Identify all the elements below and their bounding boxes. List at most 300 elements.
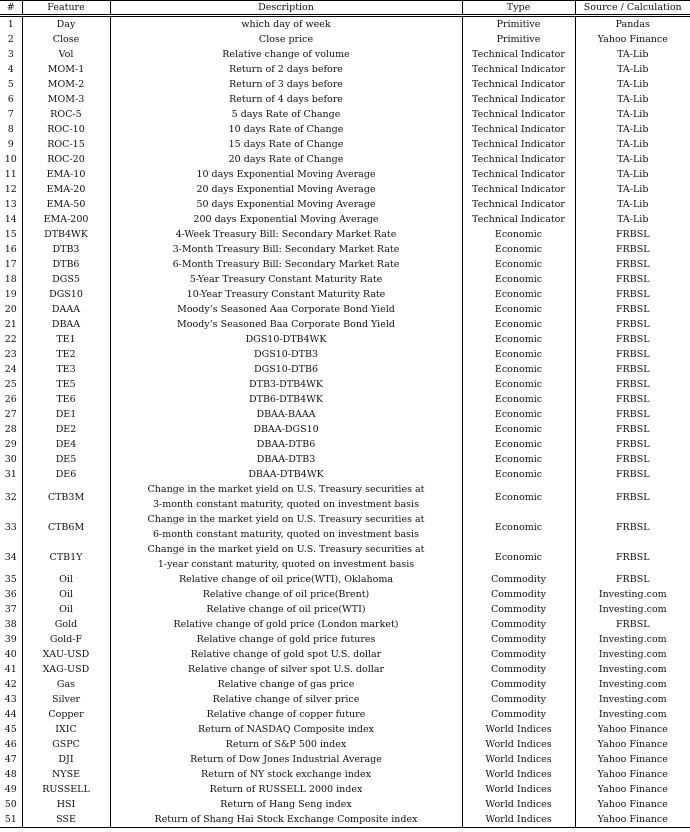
row-index: 9 [7, 139, 14, 150]
row-description: Return of RUSSELL 2000 index [110, 782, 462, 797]
description-line: Change in the market yield on U.S. Treasury securities at [147, 544, 425, 555]
header-row [0, 1, 690, 16]
row-index: 14 [4, 214, 17, 225]
row-feature: TE6 [22, 392, 110, 407]
row-source: TA-Lib [575, 107, 690, 122]
table-row [0, 212, 690, 227]
row-source: FRBSL [575, 242, 690, 257]
table-row [0, 92, 690, 107]
table-row [0, 197, 690, 212]
row-source: TA-Lib [575, 92, 690, 107]
table-row [0, 347, 690, 362]
row-source: Investing.com [575, 632, 690, 647]
row-description: 10 days Exponential Moving Average [110, 167, 462, 182]
row-type: Economic [462, 392, 575, 407]
table-row [0, 272, 690, 287]
row-type: Technical Indicator [462, 152, 575, 167]
row-description: DTB6-DTB4WK [110, 392, 462, 407]
description-line: Change in the market yield on U.S. Treasury securities at [147, 514, 425, 525]
row-feature: TE2 [22, 347, 110, 362]
row-index: 32 [4, 491, 17, 503]
row-description [110, 482, 462, 512]
row-feature: NYSE [22, 767, 110, 782]
row-feature: CTB6M [22, 512, 110, 542]
row-source: TA-Lib [575, 167, 690, 182]
row-type: Technical Indicator [462, 182, 575, 197]
row-feature: CTB1Y [22, 542, 110, 572]
table-row [0, 587, 690, 602]
row-type: World Indices [462, 797, 575, 812]
row-feature: TE1 [22, 332, 110, 347]
row-type: Commodity [462, 587, 575, 602]
row-description: Return of 3 days before [110, 77, 462, 92]
row-description: 4-Week Treasury Bill: Secondary Market Rate [110, 227, 462, 242]
table-row [0, 287, 690, 302]
row-index: 35 [4, 574, 17, 585]
row-index: 33 [4, 521, 17, 533]
table-row [0, 122, 690, 137]
row-index: 10 [4, 154, 17, 165]
row-source: Investing.com [575, 602, 690, 617]
row-feature: Copper [22, 707, 110, 722]
row-description: 10 days Rate of Change [110, 122, 462, 137]
row-description: Return of 4 days before [110, 92, 462, 107]
row-index: 49 [4, 784, 17, 795]
row-type: Economic [462, 362, 575, 377]
row-feature: MOM-2 [22, 77, 110, 92]
row-description: Return of Shang Hai Stock Exchange Composite index [110, 812, 462, 828]
row-description: Return of 2 days before [110, 62, 462, 77]
table-row [0, 62, 690, 77]
row-type: World Indices [462, 782, 575, 797]
table-row [0, 512, 690, 542]
row-description: Relative change of copper future [110, 707, 462, 722]
row-source: FRBSL [575, 467, 690, 482]
table-row [0, 257, 690, 272]
row-type: Technical Indicator [462, 197, 575, 212]
row-type: World Indices [462, 752, 575, 767]
row-source: Investing.com [575, 677, 690, 692]
row-index: 19 [4, 289, 17, 300]
row-source: Yahoo Finance [575, 752, 690, 767]
row-type: World Indices [462, 722, 575, 737]
row-type: Technical Indicator [462, 107, 575, 122]
table-row [0, 77, 690, 92]
row-index: 24 [4, 364, 17, 375]
row-index: 51 [0, 812, 22, 828]
table-row [0, 542, 690, 572]
row-type: Technical Indicator [462, 122, 575, 137]
row-description: Relative change of volume [110, 47, 462, 62]
row-type: Economic [462, 482, 575, 512]
row-index: 6 [7, 94, 14, 105]
row-type: Commodity [462, 632, 575, 647]
header-description: Description [110, 1, 462, 16]
row-description: Moody’s Seasoned Baa Corporate Bond Yield [110, 317, 462, 332]
row-index: 18 [4, 274, 17, 285]
table-row [0, 332, 690, 347]
row-description: DBAA-DTB6 [110, 437, 462, 452]
table-row [0, 737, 690, 752]
row-feature: TE5 [22, 377, 110, 392]
table-row [0, 752, 690, 767]
row-type: Commodity [462, 617, 575, 632]
row-index: 30 [4, 454, 17, 465]
row-source: TA-Lib [575, 47, 690, 62]
row-description: 20 days Exponential Moving Average [110, 182, 462, 197]
row-type: Economic [462, 467, 575, 482]
row-feature: DGS10 [22, 287, 110, 302]
row-source: Investing.com [575, 692, 690, 707]
row-type: Technical Indicator [462, 77, 575, 92]
row-index: 11 [4, 169, 17, 180]
row-description: DBAA-BAAA [110, 407, 462, 422]
row-type: Economic [462, 317, 575, 332]
row-index: 23 [4, 349, 17, 360]
row-type: Primitive [462, 32, 575, 47]
row-feature: DAAA [22, 302, 110, 317]
table-row [0, 722, 690, 737]
description-line: Change in the market yield on U.S. Treasury securities at [147, 484, 425, 495]
row-feature: XAG-USD [22, 662, 110, 677]
row-source: Yahoo Finance [575, 797, 690, 812]
row-description: Relative change of gold price (London market) [110, 617, 462, 632]
row-source: Investing.com [575, 662, 690, 677]
row-description: 10-Year Treasury Constant Maturity Rate [110, 287, 462, 302]
table-row [0, 407, 690, 422]
row-description: DGS10-DTB6 [110, 362, 462, 377]
table-row [0, 467, 690, 482]
row-type: Commodity [462, 647, 575, 662]
row-source: TA-Lib [575, 152, 690, 167]
table-row [0, 137, 690, 152]
row-source: FRBSL [575, 572, 690, 587]
row-source: Investing.com [575, 707, 690, 722]
description-line: 6-month constant maturity, quoted on investment basis [153, 529, 419, 540]
row-feature: SSE [22, 812, 110, 828]
table-row [0, 437, 690, 452]
row-description: Relative change of oil price(WTI) [110, 602, 462, 617]
row-index: 29 [4, 439, 17, 450]
row-type: Technical Indicator [462, 92, 575, 107]
row-source: TA-Lib [575, 197, 690, 212]
row-index: 21 [4, 319, 17, 330]
header-feature: Feature [22, 1, 110, 16]
row-feature: EMA-200 [22, 212, 110, 227]
table-row [0, 662, 690, 677]
row-description: Return of Dow Jones Industrial Average [110, 752, 462, 767]
row-index: 37 [4, 604, 17, 615]
row-feature: DE4 [22, 437, 110, 452]
row-feature: DBAA [22, 317, 110, 332]
row-source: FRBSL [575, 512, 690, 542]
row-feature: MOM-1 [22, 62, 110, 77]
row-index: 36 [4, 589, 17, 600]
row-description: Relative change of gas price [110, 677, 462, 692]
row-type: World Indices [462, 812, 575, 828]
row-source: FRBSL [575, 287, 690, 302]
row-feature: DE5 [22, 452, 110, 467]
row-feature: ROC-10 [22, 122, 110, 137]
row-description: Return of S&P 500 index [110, 737, 462, 752]
row-description: 5 days Rate of Change [110, 107, 462, 122]
row-source: FRBSL [575, 377, 690, 392]
row-feature: ROC-15 [22, 137, 110, 152]
table-row [0, 572, 690, 587]
row-description: Return of NASDAQ Composite index [110, 722, 462, 737]
row-type: Commodity [462, 662, 575, 677]
row-type: Economic [462, 287, 575, 302]
row-index: 43 [4, 694, 17, 705]
row-feature: ROC-20 [22, 152, 110, 167]
row-index: 20 [4, 304, 17, 315]
row-index: 1 [7, 19, 14, 30]
row-type: Technical Indicator [462, 167, 575, 182]
row-source: FRBSL [575, 482, 690, 512]
row-description: DGS10-DTB4WK [110, 332, 462, 347]
row-description: Moody’s Seasoned Aaa Corporate Bond Yield [110, 302, 462, 317]
table-row [0, 632, 690, 647]
row-description: 20 days Rate of Change [110, 152, 462, 167]
row-index: 17 [4, 259, 17, 270]
row-feature: DTB6 [22, 257, 110, 272]
row-feature: DE1 [22, 407, 110, 422]
row-type: Technical Indicator [462, 212, 575, 227]
row-description: 15 days Rate of Change [110, 137, 462, 152]
row-description: Close price [110, 32, 462, 47]
row-source: Pandas [575, 16, 690, 33]
row-index: 5 [7, 79, 14, 90]
table-row [0, 16, 690, 33]
row-index: 15 [4, 229, 17, 240]
description-line: 3-month constant maturity, quoted on investment basis [153, 499, 419, 510]
table-row [0, 32, 690, 47]
row-index: 46 [4, 739, 17, 750]
row-description: Relative change of gold price futures [110, 632, 462, 647]
row-index: 38 [4, 619, 17, 630]
table-row [0, 782, 690, 797]
row-description: DBAA-DGS10 [110, 422, 462, 437]
row-source: FRBSL [575, 332, 690, 347]
row-index: 45 [4, 724, 17, 735]
table-row [0, 452, 690, 467]
row-feature: DE6 [22, 467, 110, 482]
header-type: Type [462, 1, 575, 16]
row-description [110, 542, 462, 572]
row-source: TA-Lib [575, 212, 690, 227]
table-row [0, 482, 690, 512]
table-row [0, 647, 690, 662]
row-description: DBAA-DTB3 [110, 452, 462, 467]
row-index: 28 [4, 424, 17, 435]
row-feature: DJI [22, 752, 110, 767]
row-source: TA-Lib [575, 122, 690, 137]
row-index: 22 [4, 334, 17, 345]
row-feature: Day [22, 16, 110, 33]
table-row [0, 107, 690, 122]
row-index: 16 [4, 244, 17, 255]
row-feature: MOM-3 [22, 92, 110, 107]
row-feature: IXIC [22, 722, 110, 737]
row-type: World Indices [462, 737, 575, 752]
row-type: Commodity [462, 677, 575, 692]
table-row [0, 392, 690, 407]
row-index: 50 [4, 799, 17, 810]
row-source: FRBSL [575, 407, 690, 422]
row-description: Return of Hang Seng index [110, 797, 462, 812]
header-index: # [0, 1, 22, 16]
row-description: Relative change of silver spot U.S. dollar [110, 662, 462, 677]
row-source: Investing.com [575, 647, 690, 662]
row-description: Return of NY stock exchange index [110, 767, 462, 782]
row-type: Economic [462, 272, 575, 287]
table-row [0, 767, 690, 782]
row-source: Investing.com [575, 587, 690, 602]
row-feature: RUSSELL [22, 782, 110, 797]
row-source: Yahoo Finance [575, 737, 690, 752]
row-feature: XAU-USD [22, 647, 110, 662]
table-row [0, 692, 690, 707]
row-source: FRBSL [575, 272, 690, 287]
row-index: 40 [4, 649, 17, 660]
row-feature: DGS5 [22, 272, 110, 287]
row-source: Yahoo Finance [575, 812, 690, 828]
row-description: Relative change of oil price(Brent) [110, 587, 462, 602]
header-source: Source / Calculation [575, 1, 690, 16]
table-row [0, 242, 690, 257]
table-row [0, 152, 690, 167]
row-source: FRBSL [575, 362, 690, 377]
row-type: Commodity [462, 602, 575, 617]
row-source: FRBSL [575, 422, 690, 437]
row-description: Relative change of gold spot U.S. dollar [110, 647, 462, 662]
row-source: Yahoo Finance [575, 767, 690, 782]
row-feature: CTB3M [22, 482, 110, 512]
row-feature: DTB4WK [22, 227, 110, 242]
row-feature: Oil [22, 572, 110, 587]
row-feature: Oil [22, 602, 110, 617]
row-type: Technical Indicator [462, 62, 575, 77]
row-feature: EMA-10 [22, 167, 110, 182]
table-row [0, 602, 690, 617]
row-feature: Silver [22, 692, 110, 707]
table-row [0, 797, 690, 812]
row-index: 26 [4, 394, 17, 405]
table-row [0, 227, 690, 242]
table-row [0, 617, 690, 632]
row-type: Economic [462, 332, 575, 347]
row-index: 3 [7, 49, 14, 60]
row-feature: Vol [22, 47, 110, 62]
row-index: 31 [4, 469, 17, 480]
row-description: which day of week [110, 16, 462, 33]
row-index: 44 [4, 709, 17, 720]
row-index: 42 [4, 679, 17, 690]
row-type: Economic [462, 347, 575, 362]
row-description: Relative change of silver price [110, 692, 462, 707]
row-feature: EMA-50 [22, 197, 110, 212]
table-row [0, 812, 690, 828]
row-description: 3-Month Treasury Bill: Secondary Market Rate [110, 242, 462, 257]
row-feature: Close [22, 32, 110, 47]
row-type: Economic [462, 542, 575, 572]
table-row [0, 302, 690, 317]
description-line: 1-year constant maturity, quoted on investment basis [157, 559, 415, 570]
table-row [0, 167, 690, 182]
row-feature: DE2 [22, 422, 110, 437]
row-type: Economic [462, 302, 575, 317]
row-index: 4 [7, 64, 14, 75]
row-source: TA-Lib [575, 62, 690, 77]
row-feature: DTB3 [22, 242, 110, 257]
row-feature: Gold-F [22, 632, 110, 647]
table-row [0, 707, 690, 722]
row-type: Technical Indicator [462, 137, 575, 152]
row-description: Relative change of oil price(WTI), Oklahoma [110, 572, 462, 587]
row-feature: EMA-20 [22, 182, 110, 197]
row-description: 5-Year Treasury Constant Maturity Rate [110, 272, 462, 287]
table-row [0, 317, 690, 332]
row-index: 34 [4, 551, 17, 563]
row-description: 6-Month Treasury Bill: Secondary Market Rate [110, 257, 462, 272]
row-source: FRBSL [575, 392, 690, 407]
row-index: 8 [7, 124, 14, 135]
row-type: Economic [462, 437, 575, 452]
row-feature: TE3 [22, 362, 110, 377]
row-source: TA-Lib [575, 77, 690, 92]
row-type: Economic [462, 422, 575, 437]
row-feature: ROC-5 [22, 107, 110, 122]
row-description: DGS10-DTB3 [110, 347, 462, 362]
row-type: Economic [462, 407, 575, 422]
row-index: 12 [4, 184, 17, 195]
row-index: 13 [4, 199, 17, 210]
row-description: DBAA-DTB4WK [110, 467, 462, 482]
row-feature: GSPC [22, 737, 110, 752]
row-source: FRBSL [575, 617, 690, 632]
row-index: 25 [4, 379, 17, 390]
row-type: Economic [462, 452, 575, 467]
row-index: 48 [4, 769, 17, 780]
row-description [110, 512, 462, 542]
row-index: 7 [7, 109, 14, 120]
row-source: FRBSL [575, 542, 690, 572]
row-type: Economic [462, 512, 575, 542]
table-row [0, 677, 690, 692]
table-row [0, 362, 690, 377]
row-source: Yahoo Finance [575, 32, 690, 47]
row-feature: HSI [22, 797, 110, 812]
row-index: 2 [7, 34, 14, 45]
row-source: FRBSL [575, 257, 690, 272]
row-index: 27 [4, 409, 17, 420]
table-row [0, 182, 690, 197]
row-type: Primitive [462, 16, 575, 33]
row-description: DTB3-DTB4WK [110, 377, 462, 392]
row-type: Economic [462, 242, 575, 257]
table-row [0, 377, 690, 392]
row-source: Yahoo Finance [575, 722, 690, 737]
row-type: Technical Indicator [462, 47, 575, 62]
row-source: FRBSL [575, 302, 690, 317]
row-type: Commodity [462, 692, 575, 707]
row-description: 200 days Exponential Moving Average [110, 212, 462, 227]
row-source: FRBSL [575, 347, 690, 362]
row-source: FRBSL [575, 452, 690, 467]
table-row [0, 47, 690, 62]
row-index: 39 [4, 634, 17, 645]
row-type: Economic [462, 377, 575, 392]
